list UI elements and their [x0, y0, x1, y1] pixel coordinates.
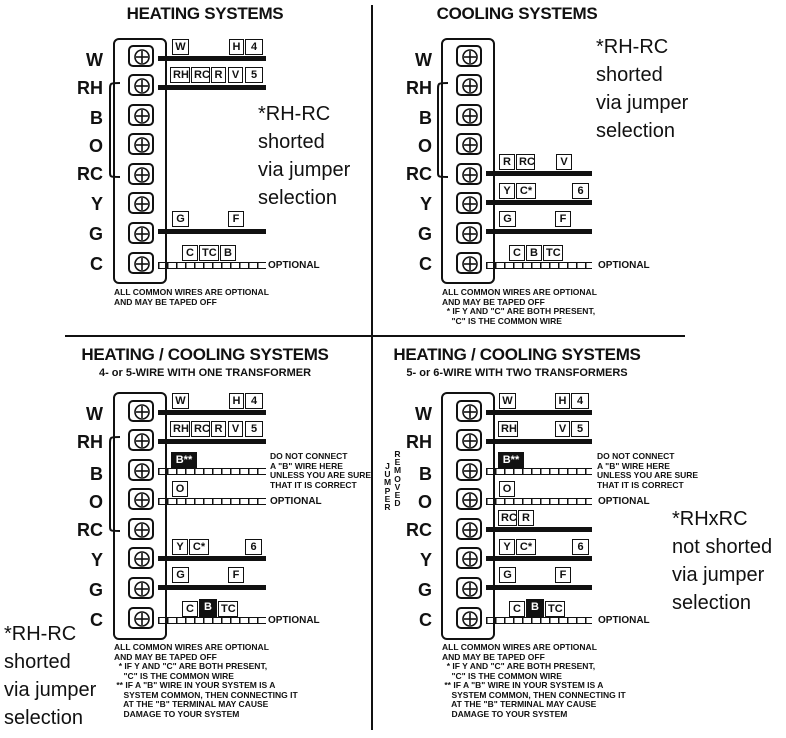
- terminal-label-g: G: [417, 224, 432, 244]
- terminal-label-b: B: [90, 108, 103, 128]
- panel-subtitle: 4- or 5-WIRE WITH ONE TRANSFORMER: [98, 367, 312, 379]
- terminal-screw-icon: [128, 607, 154, 629]
- wire-label-tc: TC: [543, 245, 563, 261]
- wire-label-g: G: [172, 567, 189, 583]
- terminal-label-y: Y: [90, 194, 103, 214]
- wire-label-v: V: [555, 421, 570, 437]
- terminal-label-y: Y: [419, 194, 432, 214]
- wire-label-c: C: [509, 245, 525, 261]
- footnote: ALL COMMON WIRES ARE OPTIONAL AND MAY BE TAPED OFF * IF Y AND "C" ARE BOTH PRESENT, "C" IS THE COMMON WIRE: [442, 287, 597, 326]
- wire-label-w: W: [172, 39, 189, 55]
- terminal-label-g: G: [88, 224, 103, 244]
- terminal-label-c: C: [419, 610, 432, 630]
- wire-label-c-star: C*: [189, 539, 209, 555]
- wire-label-tc: TC: [218, 601, 238, 617]
- wire-label-c-star: C*: [516, 539, 536, 555]
- terminal-screw-icon: [128, 429, 154, 451]
- removed-word: REMOVED: [394, 449, 402, 509]
- jumper-note: [672, 505, 772, 617]
- terminal-screw-icon: [456, 429, 482, 451]
- terminal-screw-icon: [456, 547, 482, 569]
- terminal-label-o: O: [417, 136, 432, 156]
- wire-label-g: G: [499, 211, 516, 227]
- note-line: via jumper: [4, 679, 97, 701]
- wire-label-rh: RH: [170, 421, 190, 437]
- terminal-label-rc: RC: [77, 164, 103, 184]
- terminal-label-c: C: [90, 254, 103, 274]
- wire-w: [158, 56, 266, 61]
- terminal-screw-icon: [456, 133, 482, 155]
- jumper-note: [596, 33, 688, 145]
- wire-label-4: 4: [245, 39, 263, 55]
- terminal-label-rh: RH: [77, 78, 103, 98]
- wire-label-rh: RH: [170, 67, 190, 83]
- wire-label-5: 5: [571, 421, 589, 437]
- wire-label-c: C: [182, 601, 198, 617]
- wire-label-o: O: [499, 481, 515, 497]
- wire-label-c: C: [509, 601, 525, 617]
- wire-label-f: F: [555, 567, 571, 583]
- wire-g: [486, 229, 592, 234]
- terminal-screw-icon: [456, 459, 482, 481]
- wire-label-h: H: [229, 39, 244, 55]
- terminal-screw-icon: [128, 74, 154, 96]
- wire-label-rc: RC: [498, 510, 517, 526]
- terminal-label-rc: RC: [406, 164, 432, 184]
- optional-label: OPTIONAL: [598, 496, 650, 507]
- optional-common-wire: [486, 262, 592, 269]
- terminal-screw-icon: [456, 488, 482, 510]
- wire-rc: [486, 527, 592, 532]
- terminal-label-rc: RC: [77, 520, 103, 540]
- wire-label-b: B: [526, 245, 542, 261]
- wire-label-rc: RC: [191, 67, 210, 83]
- terminal-label-w: W: [415, 50, 432, 70]
- wire-label-rc: RC: [191, 421, 210, 437]
- terminal-label-rc: RC: [406, 520, 432, 540]
- panel-subtitle: 5- or 6-WIRE WITH TWO TRANSFORMERS: [406, 367, 628, 379]
- wire-label-h: H: [555, 393, 570, 409]
- rh-rc-jumper: [108, 80, 122, 180]
- terminal-label-g: G: [417, 580, 432, 600]
- jumper-note: [258, 100, 350, 212]
- optional-common-wire: [486, 617, 592, 624]
- optional-label: OPTIONAL: [270, 496, 322, 507]
- terminal-label-y: Y: [90, 550, 103, 570]
- wire-label-4: 4: [571, 393, 589, 409]
- terminal-screw-icon: [456, 222, 482, 244]
- terminal-label-c: C: [90, 610, 103, 630]
- optional-common-wire: [158, 617, 266, 624]
- optional-label: OPTIONAL: [598, 615, 650, 626]
- footnote: ALL COMMON WIRES ARE OPTIONAL AND MAY BE TAPED OFF: [114, 287, 269, 307]
- jumper-note: [4, 620, 96, 732]
- terminal-label-w: W: [415, 404, 432, 424]
- wire-label-f: F: [555, 211, 571, 227]
- terminal-label-w: W: [86, 50, 103, 70]
- note-line: selection: [596, 120, 675, 142]
- wire-y: [486, 200, 592, 205]
- terminal-screw-icon: [128, 400, 154, 422]
- footnote: ALL COMMON WIRES ARE OPTIONAL AND MAY BE TAPED OFF * IF Y AND "C" ARE BOTH PRESENT, "C" IS THE COMMON WIRE ** IF A "B" WIRE IN YOUR SYSTEM IS A SYSTEM COMMON, THEN CONNECTING IT AT THE "B" TERMINAL MAY CAUSE DAMAGE TO YOUR SYSTEM: [114, 642, 298, 719]
- wire-label-g: G: [499, 567, 516, 583]
- panel-title: COOLING SYSTEMS: [436, 4, 598, 23]
- terminal-screw-icon: [456, 518, 482, 540]
- wire-label-g: G: [172, 211, 189, 227]
- wire-label-f: F: [228, 567, 244, 583]
- o-wire-dashed: [158, 498, 266, 505]
- terminal-label-rh: RH: [77, 432, 103, 452]
- terminal-screw-icon: [456, 163, 482, 185]
- terminal-screw-icon: [128, 459, 154, 481]
- terminal-label-g: G: [88, 580, 103, 600]
- note-line: via jumper: [258, 159, 351, 181]
- wire-label-rc: RC: [516, 154, 535, 170]
- wire-y: [486, 556, 592, 561]
- terminal-screw-icon: [456, 104, 482, 126]
- wire-label-rh: RH: [498, 421, 518, 437]
- wire-label-w: W: [499, 393, 516, 409]
- wire-label-b: B: [199, 599, 217, 618]
- wire-label-y: Y: [499, 539, 515, 555]
- terminal-label-o: O: [88, 136, 103, 156]
- note-line: shorted: [258, 131, 325, 153]
- terminal-screw-icon: [456, 45, 482, 67]
- panel-title: HEATING / COOLING SYSTEMS: [393, 345, 641, 364]
- wire-label-r: R: [518, 510, 534, 526]
- terminal-label-w: W: [86, 404, 103, 424]
- note-line: not shorted: [672, 536, 773, 558]
- wire-label-r: R: [211, 421, 226, 437]
- panel-title: HEATING / COOLING SYSTEMS: [81, 345, 329, 364]
- b-warning-text: DO NOT CONNECT A "B" WIRE HERE UNLESS YOU ARE SURE THAT IT IS CORRECT: [270, 451, 372, 490]
- note-line: shorted: [596, 64, 663, 86]
- terminal-screw-icon: [128, 163, 154, 185]
- wire-g: [158, 585, 266, 590]
- wire-label-v: V: [228, 67, 243, 83]
- terminal-label-rh: RH: [406, 78, 432, 98]
- terminal-screw-icon: [456, 400, 482, 422]
- wire-label-b: B: [220, 245, 236, 261]
- terminal-screw-icon: [456, 607, 482, 629]
- terminal-screw-icon: [456, 74, 482, 96]
- note-line: via jumper: [672, 564, 765, 586]
- terminal-screw-icon: [456, 192, 482, 214]
- note-line: *RH-RC: [4, 623, 77, 645]
- wire-w: [486, 410, 592, 415]
- wire-label-f: F: [228, 211, 244, 227]
- optional-label: OPTIONAL: [598, 260, 650, 271]
- jumper-word: JUMPER: [384, 461, 392, 513]
- wire-label-c: C: [182, 245, 198, 261]
- terminal-screw-icon: [128, 104, 154, 126]
- wire-label-5: 5: [245, 67, 263, 83]
- terminal-screw-icon: [128, 518, 154, 540]
- wire-label-tc: TC: [199, 245, 219, 261]
- note-line: selection: [258, 187, 337, 209]
- wire-g: [486, 585, 592, 590]
- wire-label-b-warning: B**: [498, 452, 524, 468]
- terminal-screw-icon: [128, 577, 154, 599]
- wire-label-r: R: [211, 67, 226, 83]
- terminal-screw-icon: [456, 577, 482, 599]
- wire-label-c-star: C*: [516, 183, 536, 199]
- wire-w: [158, 410, 266, 415]
- horizontal-divider: [65, 335, 685, 337]
- wire-rh: [158, 439, 266, 444]
- wire-rc: [486, 171, 592, 176]
- note-line: *RHxRC: [672, 508, 748, 530]
- terminal-screw-icon: [128, 192, 154, 214]
- wire-label-y: Y: [172, 539, 188, 555]
- o-wire-dashed: [486, 498, 592, 505]
- terminal-screw-icon: [128, 488, 154, 510]
- terminal-screw-icon: [128, 45, 154, 67]
- rh-rc-jumper: [108, 434, 122, 534]
- terminal-screw-icon: [128, 547, 154, 569]
- note-line: *RH-RC: [596, 36, 669, 58]
- wire-label-4: 4: [245, 393, 263, 409]
- optional-label: OPTIONAL: [268, 260, 320, 271]
- wire-label-6: 6: [572, 183, 589, 199]
- wire-label-r: R: [499, 154, 515, 170]
- wire-label-tc: TC: [545, 601, 565, 617]
- wire-label-y: Y: [499, 183, 515, 199]
- wire-y: [158, 556, 266, 561]
- panel-title: HEATING SYSTEMS: [126, 4, 284, 23]
- b-wire-dashed: [486, 468, 592, 475]
- wire-label-o: O: [172, 481, 188, 497]
- terminal-screw-icon: [128, 222, 154, 244]
- b-warning-text: DO NOT CONNECT A "B" WIRE HERE UNLESS YOU ARE SURE THAT IT IS CORRECT: [597, 451, 699, 490]
- wire-rh: [486, 439, 592, 444]
- wire-rh: [158, 85, 266, 90]
- wire-label-b-warning: B**: [171, 452, 197, 468]
- b-wire-dashed: [158, 468, 266, 475]
- note-line: selection: [672, 592, 751, 614]
- terminal-screw-icon: [456, 252, 482, 274]
- rh-rc-jumper: [436, 80, 450, 180]
- note-line: shorted: [4, 651, 71, 673]
- footnote: ALL COMMON WIRES ARE OPTIONAL AND MAY BE TAPED OFF * IF Y AND "C" ARE BOTH PRESENT, "C" IS THE COMMON WIRE ** IF A "B" WIRE IN YOUR SYSTEM IS A SYSTEM COMMON, THEN CONNECTING IT AT THE "B" TERMINAL MAY CAUSE DAMAGE TO YOUR SYSTEM: [442, 642, 626, 719]
- wire-label-5: 5: [245, 421, 263, 437]
- note-line: via jumper: [596, 92, 689, 114]
- terminal-label-o: O: [417, 492, 432, 512]
- terminal-screw-icon: [128, 252, 154, 274]
- terminal-label-o: O: [88, 492, 103, 512]
- wire-label-w: W: [172, 393, 189, 409]
- wire-g: [158, 229, 266, 234]
- terminal-screw-icon: [128, 133, 154, 155]
- wire-label-b: B: [526, 599, 544, 618]
- vertical-divider: [371, 5, 373, 730]
- terminal-label-y: Y: [419, 550, 432, 570]
- wire-label-6: 6: [245, 539, 262, 555]
- wire-label-v: V: [556, 154, 572, 170]
- optional-label: OPTIONAL: [268, 615, 320, 626]
- terminal-label-b: B: [419, 108, 432, 128]
- wire-label-v: V: [228, 421, 243, 437]
- optional-common-wire: [158, 262, 266, 269]
- terminal-label-rh: RH: [406, 432, 432, 452]
- terminal-label-c: C: [419, 254, 432, 274]
- wire-label-6: 6: [572, 539, 589, 555]
- note-line: *RH-RC: [258, 103, 331, 125]
- terminal-label-b: B: [419, 464, 432, 484]
- note-line: selection: [4, 707, 83, 729]
- wire-label-h: H: [229, 393, 244, 409]
- terminal-label-b: B: [90, 464, 103, 484]
